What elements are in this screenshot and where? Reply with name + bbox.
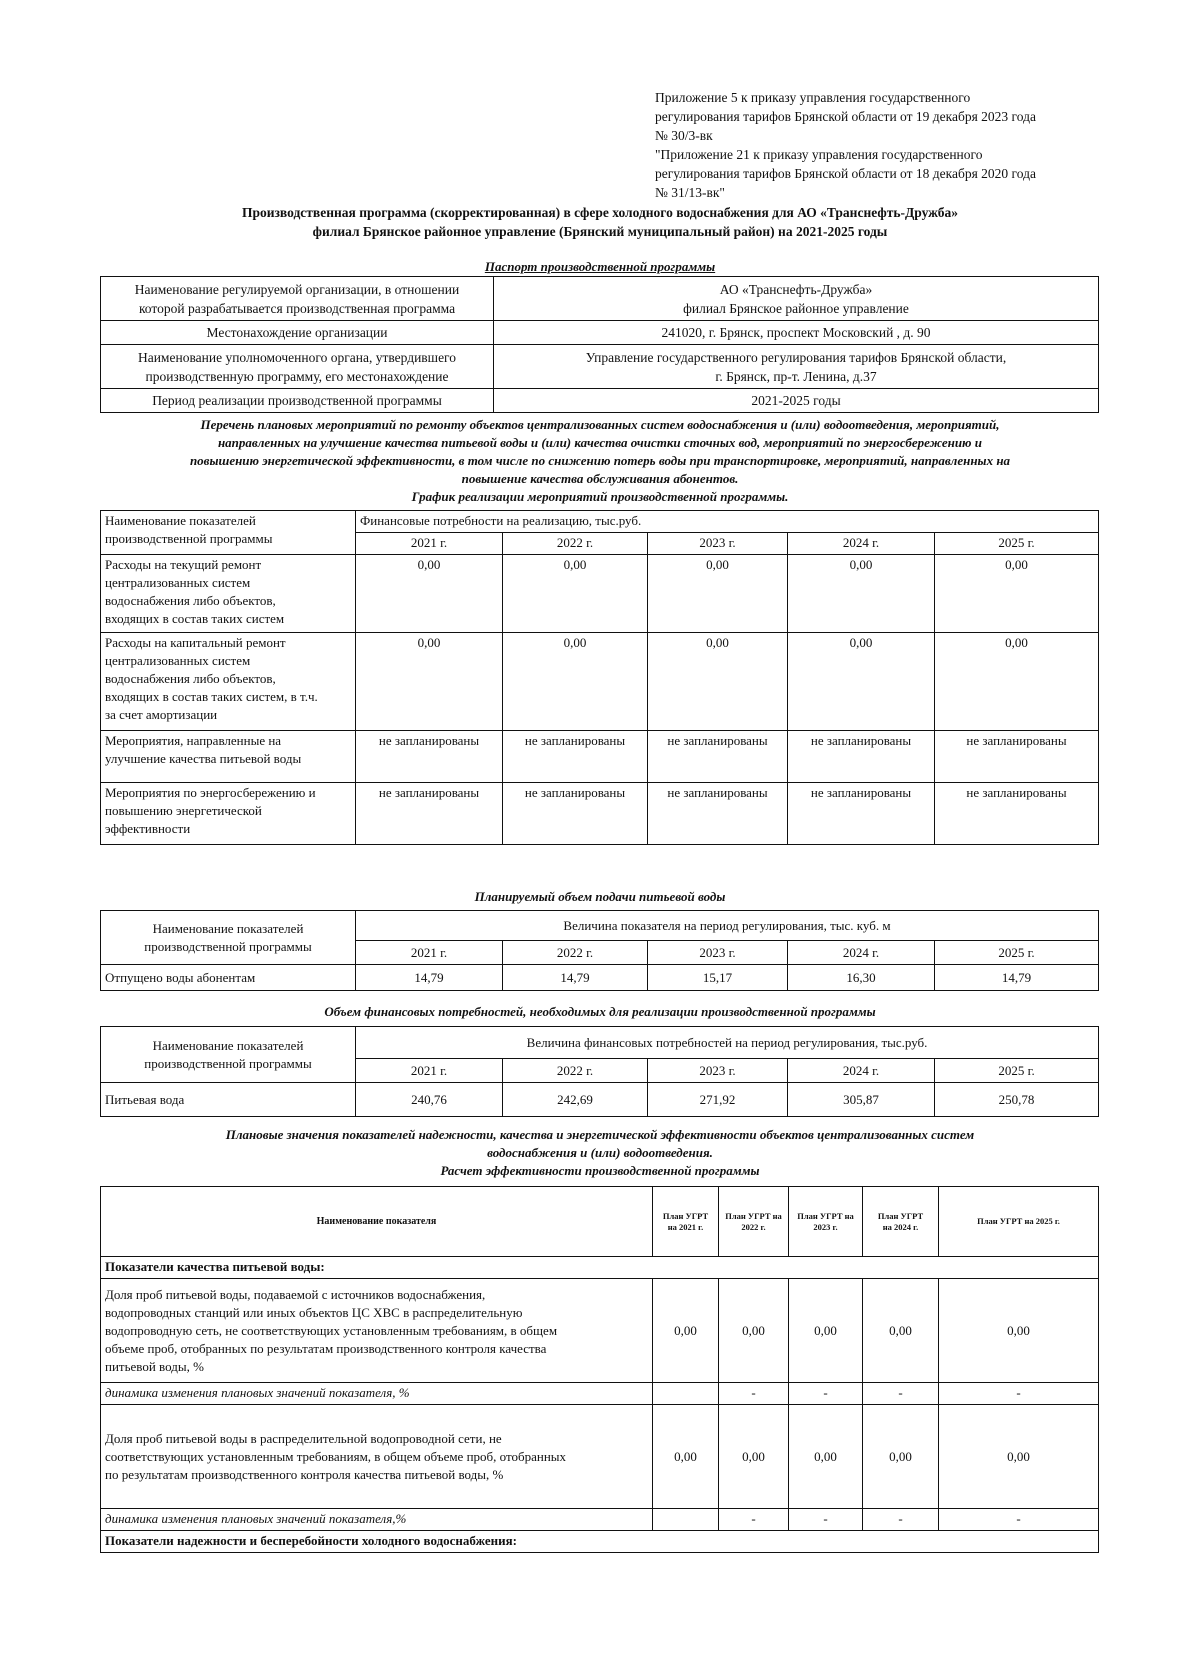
title-line: филиал Брянское районное управление (Брянский муниципальный район) на 2021-2025 годы — [312, 224, 888, 239]
efficiency-head-label: Наименование показателя — [101, 1187, 653, 1257]
row-label: Питьевая вода — [101, 1083, 356, 1117]
cell-value: - — [719, 1383, 789, 1405]
cell-value: - — [939, 1509, 1099, 1531]
passport-value: Управление государственного регулирования тарифов Брянской области, г. Брянск, пр-т. Ленина, д.37 — [494, 345, 1099, 389]
table-row — [101, 1405, 1099, 1509]
schedule-head-group: Финансовые потребности на реализацию, тыс.руб. — [356, 511, 1099, 533]
cell-value: 0,00 — [935, 633, 1099, 731]
cell-value: - — [939, 1383, 1099, 1405]
year-header: 2023 г. — [648, 1059, 788, 1083]
cell-value: 0,00 — [939, 1405, 1099, 1509]
cell-value: 242,69 — [503, 1083, 648, 1117]
passport-row — [101, 389, 1099, 413]
table-row — [101, 633, 1099, 731]
cell-value: 305,87 — [788, 1083, 935, 1117]
header-note-line: "Приложение 21 к приказу управления государственного — [655, 147, 983, 162]
supply-head-group: Величина показателя на период регулирования, тыс. куб. м — [356, 911, 1099, 941]
finance-head-row — [101, 1027, 1099, 1059]
year-header: План УГРТ на 2022 г. — [719, 1187, 789, 1257]
cell-value: 0,00 — [648, 555, 788, 633]
cell-value: 0,00 — [788, 633, 935, 731]
table-row — [101, 731, 1099, 783]
cell-value: 250,78 — [935, 1083, 1099, 1117]
document-title — [100, 203, 1100, 241]
cell-value: 0,00 — [653, 1405, 719, 1509]
passport-value: 241020, г. Брянск, проспект Московский , д. 90 — [494, 321, 1099, 345]
events-caption: Перечень плановых мероприятий по ремонту объектов централизованных систем водоснабжения и (или) водоотведения, мероприятий, направленных на улучшение качества питьевой воды и (или) качества очистки сточных вод, мероприятий по энергосбережению и повышению энергетической эффективности, в том числе по снижению потерь воды при транспортировке, мероприятий, направленных на повышение качества обслуживания абонентов. График реализации мероприятий производственной программы. — [189, 417, 1011, 504]
cell-value: - — [719, 1509, 789, 1531]
cell-value: 14,79 — [356, 965, 503, 991]
passport-caption: Паспорт производственной программы — [484, 259, 716, 274]
year-header: План УГРТ на 2024 г. — [863, 1187, 939, 1257]
passport-label: Местонахождение организации — [101, 321, 494, 345]
cell-value: 0,00 — [789, 1405, 863, 1509]
schedule-table — [100, 510, 1099, 845]
row-label: Расходы на текущий ремонт централизованных систем водоснабжения либо объектов, входящих в состав таких систем — [101, 555, 356, 633]
cell-value: не запланированы — [503, 783, 648, 845]
cell-value: не запланированы — [788, 783, 935, 845]
header-note-line: регулирования тарифов Брянской области от 18 декабря 2020 года — [655, 166, 1036, 181]
supply-caption: Планируемый объем подачи питьевой воды — [474, 889, 726, 904]
year-header: 2024 г. — [788, 941, 935, 965]
row-label: динамика изменения плановых значений показателя, % — [101, 1383, 653, 1405]
passport-value: АО «Транснефть-Дружба» филиал Брянское районное управление — [494, 277, 1099, 321]
cell-value: 0,00 — [719, 1405, 789, 1509]
section-row — [101, 1257, 1099, 1279]
header-note-line: № 31/13-вк" — [655, 185, 725, 200]
year-header: 2025 г. — [935, 1059, 1099, 1083]
row-label: Доля проб питьевой воды, подаваемой с источников водоснабжения, водопроводных станций или иных объектов ЦС ХВС в распределительную водопроводную сеть, не соответствующих установленным требованиям, в общем объеме проб, отобранных по результатам производственного контроля качества питьевой воды, % — [101, 1279, 653, 1383]
cell-value: 0,00 — [863, 1279, 939, 1383]
finance-caption: Объем финансовых потребностей, необходимых для реализации производственной программы — [324, 1004, 876, 1019]
cell-value: 0,00 — [356, 633, 503, 731]
year-header: 2023 г. — [648, 941, 788, 965]
cell-value: 0,00 — [935, 555, 1099, 633]
row-label: Доля проб питьевой воды в распределительной водопроводной сети, не соответствующих установленным требованиям, в общем объеме проб, отобранных по результатам производственного контроля качества питьевой воды, % — [101, 1405, 653, 1509]
year-header: План УГРТ на 2023 г. — [789, 1187, 863, 1257]
cell-value: 0,00 — [939, 1279, 1099, 1383]
schedule-head-row — [101, 511, 1099, 533]
year-header: 2022 г. — [503, 941, 648, 965]
row-label: Мероприятия по энергосбережению и повышению энергетической эффективности — [101, 783, 356, 845]
cell-value: не запланированы — [935, 783, 1099, 845]
cell-value: 15,17 — [648, 965, 788, 991]
cell-value: не запланированы — [648, 731, 788, 783]
passport-row — [101, 345, 1099, 389]
section-row — [101, 1531, 1099, 1553]
row-label: Расходы на капитальный ремонт централизованных систем водоснабжения либо объектов, входящих в состав таких систем, в т.ч. за счет амортизации — [101, 633, 356, 731]
cell-value: - — [789, 1383, 863, 1405]
passport-label: Наименование уполномоченного органа, утвердившего производственную программу, его местонахождение — [101, 345, 494, 389]
table-row — [101, 555, 1099, 633]
cell-value: 0,00 — [863, 1405, 939, 1509]
header-note-line: Приложение 5 к приказу управления государственного — [655, 90, 971, 105]
cell-value: 0,00 — [789, 1279, 863, 1383]
finance-table — [100, 1026, 1099, 1117]
supply-head-row — [101, 911, 1099, 941]
cell-value: 0,00 — [648, 633, 788, 731]
row-label: Отпущено воды абонентам — [101, 965, 356, 991]
cell-value: 0,00 — [503, 633, 648, 731]
row-label: динамика изменения плановых значений показателя,% — [101, 1509, 653, 1531]
year-header: План УГРТ на 2025 г. — [939, 1187, 1099, 1257]
cell-value: 14,79 — [503, 965, 648, 991]
indicators-caption: Плановые значения показателей надежности, качества и энергетической эффективности объектов централизованных систем водоснабжения и (или) водоотведения. Расчет эффективности производственной программы — [225, 1127, 975, 1178]
passport-label: Наименование регулируемой организации, в отношении которой разрабатывается производственная программа — [101, 277, 494, 321]
year-header: 2021 г. — [356, 1059, 503, 1083]
year-header: 2023 г. — [648, 533, 788, 555]
cell-value: - — [789, 1509, 863, 1531]
efficiency-table — [100, 1186, 1099, 1553]
year-header: 2021 г. — [356, 941, 503, 965]
year-header: 2024 г. — [788, 533, 935, 555]
finance-head-group: Величина финансовых потребностей на период регулирования, тыс.руб. — [356, 1027, 1099, 1059]
year-header: 2021 г. — [356, 533, 503, 555]
passport-label: Период реализации производственной программы — [101, 389, 494, 413]
title-line: Производственная программа (скорректированная) в сфере холодного водоснабжения для АО «Транснефть-Дружба» — [241, 205, 959, 220]
schedule-head-label: Наименование показателей производственной программы — [101, 511, 356, 555]
passport-table — [100, 276, 1099, 413]
cell-value — [653, 1509, 719, 1531]
row-label: Мероприятия, направленные на улучшение качества питьевой воды — [101, 731, 356, 783]
header-note-line: № 30/3-вк — [655, 128, 713, 143]
cell-value: не запланированы — [356, 783, 503, 845]
section-title: Показатели надежности и бесперебойности холодного водоснабжения: — [101, 1531, 1099, 1553]
table-row — [101, 1083, 1099, 1117]
table-row — [101, 965, 1099, 991]
cell-value: 14,79 — [935, 965, 1099, 991]
cell-value: не запланированы — [648, 783, 788, 845]
header-note-line: регулирования тарифов Брянской области от 19 декабря 2023 года — [655, 109, 1036, 124]
passport-value: 2021-2025 годы — [494, 389, 1099, 413]
cell-value: не запланированы — [503, 731, 648, 783]
cell-value — [653, 1383, 719, 1405]
supply-head-label: Наименование показателей производственной программы — [101, 911, 356, 965]
dynamics-row — [101, 1383, 1099, 1405]
year-header: 2025 г. — [935, 941, 1099, 965]
year-header: 2022 г. — [503, 533, 648, 555]
passport-row — [101, 277, 1099, 321]
cell-value: - — [863, 1383, 939, 1405]
cell-value: 240,76 — [356, 1083, 503, 1117]
cell-value: 0,00 — [719, 1279, 789, 1383]
cell-value: 0,00 — [356, 555, 503, 633]
cell-value: не запланированы — [935, 731, 1099, 783]
cell-value: не запланированы — [788, 731, 935, 783]
section-title: Показатели качества питьевой воды: — [101, 1257, 1099, 1279]
table-row — [101, 1279, 1099, 1383]
cell-value: 0,00 — [503, 555, 648, 633]
table-row — [101, 783, 1099, 845]
year-header: 2022 г. — [503, 1059, 648, 1083]
finance-head-label: Наименование показателей производственной программы — [101, 1027, 356, 1083]
cell-value: 271,92 — [648, 1083, 788, 1117]
cell-value: 0,00 — [788, 555, 935, 633]
supply-table — [100, 910, 1099, 991]
year-header: План УГРТ на 2021 г. — [653, 1187, 719, 1257]
efficiency-head-row — [101, 1187, 1099, 1257]
cell-value: - — [863, 1509, 939, 1531]
cell-value: 16,30 — [788, 965, 935, 991]
dynamics-row — [101, 1509, 1099, 1531]
cell-value: не запланированы — [356, 731, 503, 783]
year-header: 2025 г. — [935, 533, 1099, 555]
year-header: 2024 г. — [788, 1059, 935, 1083]
header-note — [655, 88, 1095, 202]
cell-value: 0,00 — [653, 1279, 719, 1383]
passport-row — [101, 321, 1099, 345]
